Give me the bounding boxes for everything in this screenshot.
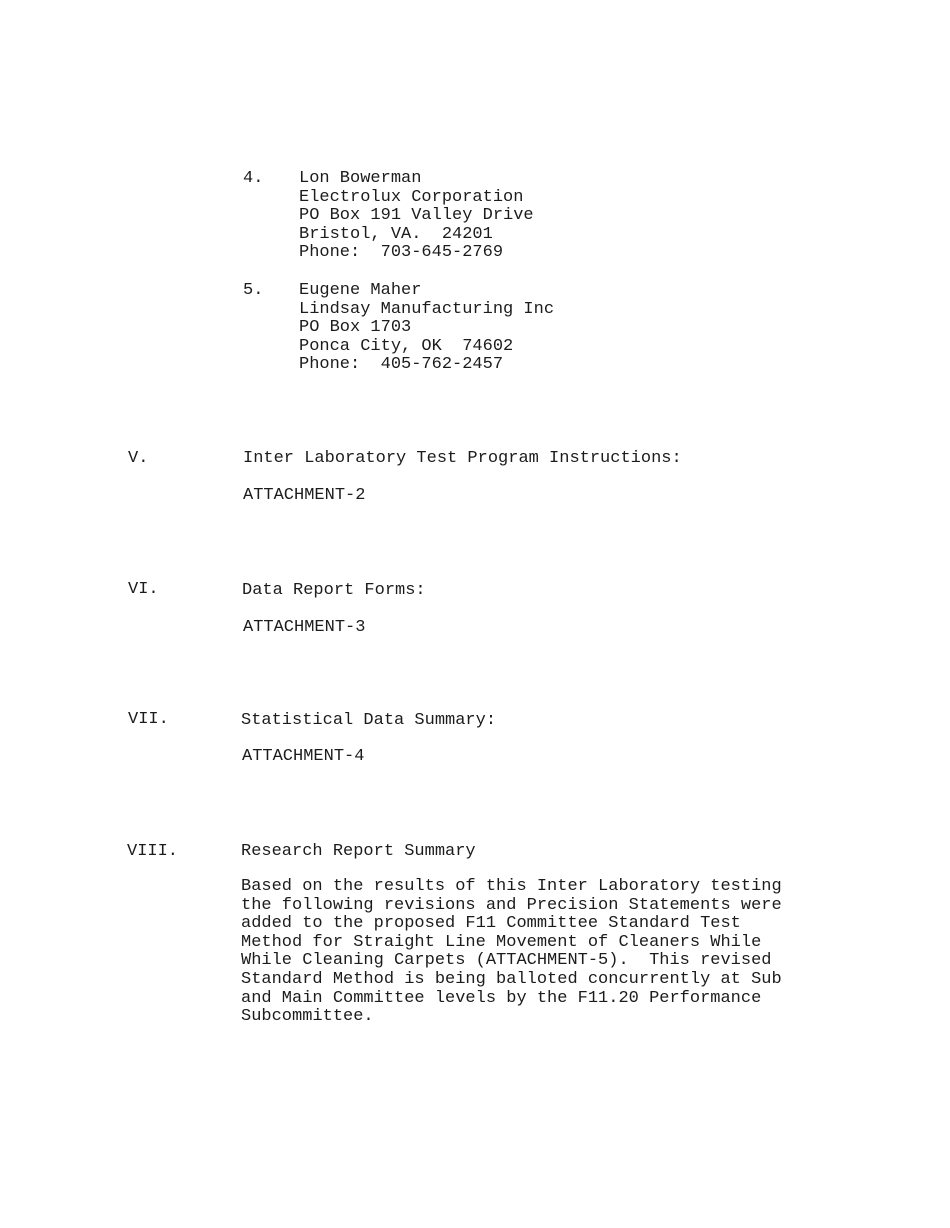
- contact-street: PO Box 1703: [299, 318, 412, 338]
- contact-address-block: [299, 170, 534, 263]
- contact-address-block: [299, 282, 554, 375]
- paragraph-line: the following revisions and Precision Statements were: [241, 895, 782, 915]
- paragraph-line: While Cleaning Carpets (ATTACHMENT-5). This revised: [241, 951, 772, 971]
- contact-phone: Phone: 703-645-2769: [299, 243, 504, 263]
- section-title-vii: Statistical Data Summary:: [241, 711, 497, 730]
- section-numeral-v: V.: [128, 449, 149, 468]
- paragraph-line: Subcommittee.: [241, 1007, 374, 1027]
- research-summary-paragraph: [241, 878, 881, 1027]
- section-numeral-vi: VI.: [128, 580, 159, 599]
- paragraph-line: Standard Method is being balloted concurrently at Sub: [241, 969, 782, 989]
- section-attachment-vi: ATTACHMENT-3: [243, 618, 366, 637]
- paragraph-line: Based on the results of this Inter Laboratory testing: [241, 877, 782, 896]
- section-numeral-viii: VIII.: [127, 842, 179, 861]
- contact-company: Lindsay Manufacturing Inc: [299, 299, 555, 319]
- contact-phone: Phone: 405-762-2457: [299, 355, 504, 375]
- section-numeral-vii: VII.: [128, 710, 169, 729]
- section-title-vi: Data Report Forms:: [242, 581, 426, 600]
- section-title-viii: Research Report Summary: [241, 842, 476, 861]
- paragraph-line: and Main Committee levels by the F11.20 Performance: [241, 988, 762, 1008]
- paragraph-line: Method for Straight Line Movement of Cleaners While: [241, 932, 762, 952]
- contact-name: Eugene Maher: [299, 281, 422, 300]
- section-title-v: Inter Laboratory Test Program Instructions:: [243, 449, 682, 468]
- section-attachment-v: ATTACHMENT-2: [243, 486, 366, 505]
- contact-city: Ponca City, OK 74602: [299, 336, 514, 356]
- contact-street: PO Box 191 Valley Drive: [299, 206, 534, 226]
- contact-number: 5.: [243, 281, 264, 300]
- contact-name: Lon Bowerman: [299, 169, 422, 188]
- paragraph-line: added to the proposed F11 Committee Standard Test: [241, 914, 741, 934]
- contact-company: Electrolux Corporation: [299, 187, 524, 207]
- contact-city: Bristol, VA. 24201: [299, 224, 493, 244]
- section-attachment-vii: ATTACHMENT-4: [242, 747, 365, 766]
- contact-number: 4.: [243, 169, 264, 188]
